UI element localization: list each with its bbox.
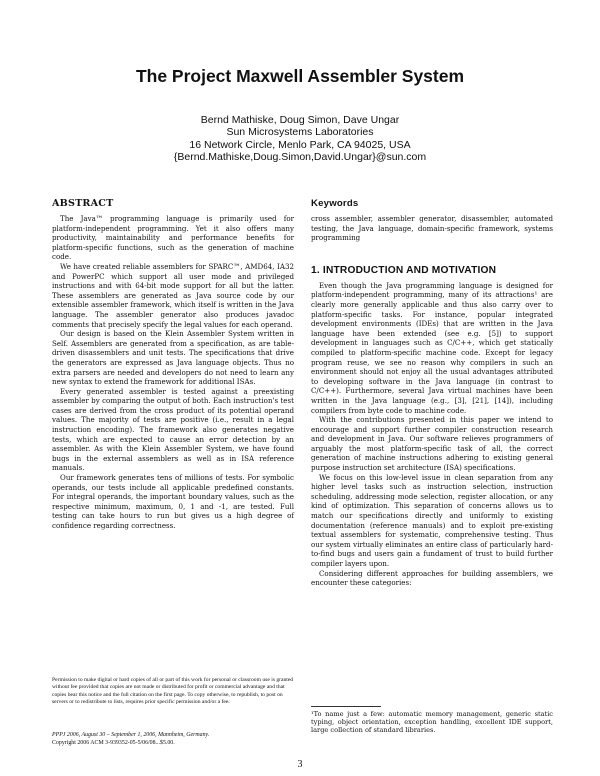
- footnote-rule: [311, 706, 381, 707]
- abstract-paragraph: Our framework generates tens of millions of tests. For symbolic operands, our tests include all applicable predefined constants. For integral operands, the important boundary values, such as the respective minimum, maximum, 0, 1 and -1, are tested. Full testing can take hours to run but gives us a high degree of confidence regarding correctness.: [52, 473, 294, 530]
- intro-paragraph: With the contributions presented in this paper we intend to encourage and support further compiler construction research and development in Java. Our software relieves programmers of arguably the most platform-specific task of all, the correct generation of machine instructions adhering to existing general purpose instruction set architecture (ISA) specifications.: [311, 415, 553, 473]
- keywords-text: cross assembler, assembler generator, disassembler, automated testing, the Java language, domain-specific framework, systems programming: [311, 214, 553, 243]
- author-block: [0, 114, 600, 164]
- intro-paragraph: We focus on this low-level issue in clean separation from any higher level tasks such as instruction selection, instruction scheduling, addressing mode selection, register allocation, or any kind of optimization. This separation of concerns allows us to match our specifications directly and uniformly to existing documentation (reference manuals) and to exploit pre-existing textual assemblers for systematic, comprehensive testing. Thus our system virtually eliminates an entire class of particularly hard-to-find bugs and users gain a fundament of trust to build further compiler layers upon.: [311, 472, 553, 568]
- abstract-heading: ABSTRACT: [52, 198, 114, 209]
- abstract-paragraph: We have created reliable assemblers for SPARC™, AMD64, IA32 and PowerPC which support all user mode and privileged instructions and with 64-bit mode support for all but the latter. These assemblers are generated as Java source code by our extensible assembler framework, which itself is written in the Java language. The assembler generator also produces javadoc comments that precisely specify the legal values for each operand.: [52, 261, 294, 329]
- paper-title: The Project Maxwell Assembler System: [135, 66, 465, 86]
- author-address: 16 Network Circle, Menlo Park, CA 94025, USA: [189, 138, 411, 151]
- publication-copyright: Copyright 2006 ACM 3-939352-05-5/06/08...$5.00.: [52, 739, 175, 746]
- intro-paragraph: Even though the Java programming language is designed for platform-independent programming, many of its attractions¹ are clearly more generally applicable and thus also carry over to platform-specific tasks. For instance, popular integrated development environments (IDEs) that are written in the Java language have been extended (see e.g. [5]) to support development in languages such as C/C++, which get statically compiled to platform-specific machine code. Except for legacy program reuse, we see no reason why compilers in such an environment should not enjoy all the usual advantages attributed to developing software in the Java language (in contrast to C/C++). Furthermore, several Java virtual machines have been written in the Java language (e.g., [3], [21], [14]), including compilers from byte code to machine code.: [311, 280, 553, 415]
- publication-venue: PPPJ 2006, August 30 – September 1, 2006, Mannheim, Germany.: [52, 732, 210, 738]
- keywords-heading: Keywords: [311, 198, 359, 209]
- publication-info: [52, 732, 294, 747]
- right-column: [311, 198, 553, 588]
- abstract-paragraph: Our design is based on the Klein Assembler System written in Self. Assemblers are generated from a specification, as are table-driven disassemblers and unit tests. The specifications that drive the generators are expressed as Java language objects. Thus no extra parsers are needed and developers do not need to learn any new syntax to extend the framework for additional ISAs.: [52, 329, 294, 387]
- abstract-paragraph: Every generated assembler is tested against a preexisting assembler by comparing the output of both. Each instruction's test cases are derived from the cross product of its potential operand values. The majority of tests are positive (i.e., result in a legal instruction encoding). The framework also generates negative tests, which are expected to cause an error detection by an assembler. As with the Klein Assembler System, we have found bugs in the external assemblers as well as in ISA reference manuals.: [52, 386, 294, 473]
- author-names: Bernd Mathiske, Doug Simon, Dave Ungar: [200, 114, 400, 126]
- permission-text: Permission to make digital or hard copies of all or part of this work for personal or classroom use is granted without fee provided that copies are not made or distributed for profit or commercial advantage and that copies bear this notice and the full citation on the first page. To copy otherwise, to republish, to post on servers or to redistribute to lists, requires prior specific permission and/or a fee.: [52, 677, 294, 705]
- author-email: {Bernd.Mathiske,Doug.Simon,David.Ungar}@sun.com: [173, 151, 427, 164]
- section-heading-intro: 1. INTRODUCTION AND MOTIVATION: [311, 264, 497, 276]
- footnote-text: ¹To name just a few: automatic memory management, generic static typing, object orientation, exception handling, excellent IDE support, large collection of standard libraries.: [311, 710, 553, 734]
- left-column: [52, 198, 294, 531]
- permission-notice: [52, 677, 294, 706]
- footnote: [311, 706, 553, 734]
- intro-paragraph: Considering different approaches for building assemblers, we encounter these categories:: [311, 568, 553, 588]
- author-organization: Sun Microsystems Laboratories: [226, 126, 374, 139]
- page-number: 3: [297, 759, 303, 770]
- abstract-paragraph: The Java™ programming language is primarily used for platform-independent programming. Yet it also offers many productivity, maintainability and performance benefits for platform-specific functions, such as the generation of machine code.: [52, 214, 294, 262]
